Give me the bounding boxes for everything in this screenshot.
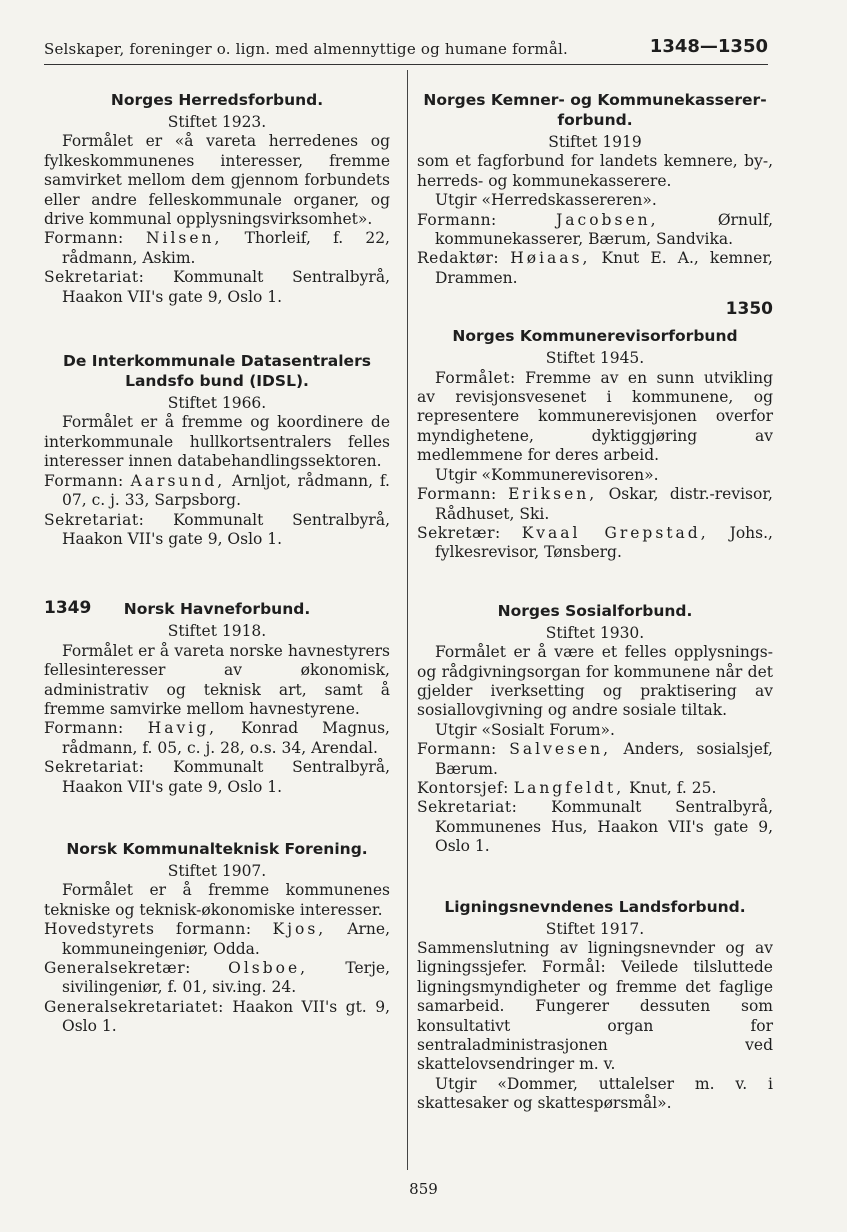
entry-havneforbund bbox=[44, 599, 390, 797]
entry-chair bbox=[417, 740, 773, 779]
entry-founded: Stiftet 1966. bbox=[167, 394, 267, 413]
secretariat-address: Kommunalt Sentralbyrå, Haakon VII's gate 9, Oslo 1. bbox=[62, 758, 390, 796]
chair-details: Arnljot, rådmann, f. 07, c. j. 33, Sarpsborg. bbox=[62, 471, 390, 510]
chair-details: Oskar, distr.-revisor, Rådhuset, Ski. bbox=[435, 485, 773, 523]
entry-chair bbox=[417, 485, 773, 524]
purpose-text: Fremme av en sunn utvikling av revisjonsvesenet i kommunene, og representere kommunerevisjonen overfor myndighetene, dyktiggjøring av medlemmene for deres arbeid. bbox=[417, 368, 773, 465]
secretariat-address: Haakon VII's gt. 9, Oslo 1. bbox=[62, 997, 390, 1036]
right-column bbox=[417, 82, 773, 1114]
chair-name: Kjos, bbox=[272, 920, 327, 939]
entry-kemnerforbund bbox=[417, 90, 773, 288]
entry-purpose: Formålet er å fremme og koordinere de interkommunale hullkortsentralers felles interesser innen databehandlingssektoren. bbox=[44, 413, 390, 471]
gensec-details: Terje, sivilingeniør, f. 01, siv.ing. 24. bbox=[62, 959, 390, 997]
entry-publishes: Utgir «Kommunerevisoren». bbox=[435, 465, 659, 484]
entry-publishes: Utgir «Sosialt Forum». bbox=[435, 720, 615, 739]
secretariat-address: Kommunalt Sentralbyrå, Haakon VII's gate 9, Oslo 1. bbox=[62, 510, 390, 548]
entry-publishes: Utgir «Herredskassereren». bbox=[435, 191, 657, 210]
entry-chair bbox=[44, 719, 390, 758]
chair-label: Formann: bbox=[417, 210, 497, 229]
purpose-label: Formålet: bbox=[435, 368, 516, 387]
entry-publishes: Utgir «Dommer, uttalelser m. v. i skattesaker og skattespørsmål». bbox=[417, 1074, 773, 1113]
entry-purpose bbox=[417, 939, 773, 1075]
entry-chair bbox=[44, 472, 390, 511]
entry-chair bbox=[417, 211, 773, 250]
page-header bbox=[44, 36, 768, 62]
editor-details: Knut E. A., kemner, Drammen. bbox=[435, 249, 773, 287]
chair-details: Konrad Magnus, rådmann, f. 05, c. j. 28, o.s. 34, Arendal. bbox=[62, 719, 390, 757]
entry-title: Ligningsnevndenes Landsforbund. bbox=[444, 897, 746, 916]
chair-details: Anders, sosialsjef, Bærum. bbox=[435, 740, 773, 778]
entry-general-secretary bbox=[44, 959, 390, 998]
entry-purpose: Formålet er å fremme kommunenes tekniske og teknisk-økonomiske interesser. bbox=[44, 881, 390, 919]
entry-purpose bbox=[417, 369, 773, 466]
entry-secretariat bbox=[44, 998, 390, 1037]
gensec-name: Olsboe, bbox=[228, 959, 309, 977]
entry-purpose: Formålet er å være et felles opplysnings- og rådgivningsorgan for kommunene når det gjelder iverksetting og praktisering av sosiallovgivning og andre sosiale tiltak. bbox=[417, 643, 773, 720]
header-rule bbox=[44, 64, 768, 65]
secretariat-label: Generalsekretariatet: bbox=[44, 997, 224, 1016]
entry-title: Norges Herredsforbund. bbox=[110, 91, 324, 109]
chair-details: Thorleif, f. 22, rådmann, Askim. bbox=[62, 229, 390, 267]
secretary-label: Sekretær: bbox=[417, 523, 501, 542]
entry-secretariat bbox=[44, 758, 390, 797]
secretariat-label: Sekretariat: bbox=[44, 268, 145, 287]
secretariat-label: Sekretariat: bbox=[44, 510, 145, 529]
entry-kommunerevisorforbund bbox=[417, 300, 773, 562]
entry-purpose: Formålet er å vareta norske havnestyrers fellesinteresser av økonomisk, administrativ og teknisk art, samt å fremme samvirke mellom havnestyrene. bbox=[44, 641, 390, 718]
entry-number: 1349 bbox=[44, 598, 92, 619]
secretariat-address: Kommunalt Sentralbyrå, Kommunenes Hus, Haakon VII's gate 9, Oslo 1. bbox=[435, 798, 773, 856]
entry-sosialforbund bbox=[417, 601, 773, 857]
entry-herredsforbund bbox=[44, 90, 390, 307]
entry-kommunalteknisk bbox=[44, 839, 390, 1037]
entry-secretariat bbox=[44, 511, 390, 550]
entry-secretary bbox=[417, 524, 773, 563]
purpose-details: Veilede tilsluttede ligningsmyndigheter og fremme det faglige samarbeid. Fungerer dessuten som konsultativt organ for sentraladministrasjonen ved skattelovsendringer m. v. bbox=[417, 958, 773, 1074]
entry-founded: Stiftet 1930. bbox=[545, 623, 645, 642]
entry-title: Norsk Kommunalteknisk Forening. bbox=[66, 839, 368, 858]
chair-label: Hovedstyrets formann: bbox=[44, 920, 252, 939]
entry-chair bbox=[44, 920, 390, 959]
running-title: Selskaper, foreninger o. lign. med almennyttige og humane formål. bbox=[44, 40, 568, 58]
chair-name: Nilsen, bbox=[145, 229, 223, 248]
entry-title: De Interkommunale Datasentralers Landsfo bund (IDSL). bbox=[63, 352, 371, 391]
chair-name: Jacobsen, bbox=[556, 210, 659, 229]
entry-title: Norges Kommunerevisorforbund bbox=[452, 327, 738, 346]
entry-founded: Stiftet 1945. bbox=[545, 349, 645, 368]
chair-name: Aarsund, bbox=[130, 471, 226, 490]
office-label: Kontorsjef: bbox=[417, 778, 509, 797]
secretariat-label: Sekretariat: bbox=[417, 798, 518, 817]
entry-idsl bbox=[44, 351, 390, 549]
chair-label: Formann: bbox=[44, 471, 124, 490]
entry-chair bbox=[44, 229, 390, 268]
chair-label: Formann: bbox=[417, 485, 497, 504]
entry-founded: Stiftet 1919 bbox=[548, 133, 642, 151]
entry-title: Norges Kemner- og Kommunekasserer-forbund. bbox=[423, 91, 767, 129]
entry-office-head bbox=[417, 779, 773, 798]
secretary-name: Kvaal Grepstad, bbox=[521, 523, 709, 542]
chair-details: Ørnulf, kommunekasserer, Bærum, Sandvika. bbox=[435, 210, 773, 249]
entry-purpose: som et fagforbund for landets kemnere, by-, herreds- og kommunekasserere. bbox=[417, 152, 773, 190]
editor-label: Redaktør: bbox=[417, 249, 500, 268]
entry-title: Norges Sosialforbund. bbox=[497, 601, 693, 620]
chair-name: Havig, bbox=[147, 719, 218, 738]
column-divider bbox=[407, 70, 408, 1170]
entry-founded: Stiftet 1907. bbox=[167, 861, 267, 880]
chair-label: Formann: bbox=[417, 740, 497, 759]
entry-number-range: 1348—1350 bbox=[649, 36, 768, 57]
left-column bbox=[44, 82, 390, 1037]
secretariat-address: Kommunalt Sentralbyrå, Haakon VII's gate 9, Oslo 1. bbox=[62, 268, 390, 306]
chair-details: Arne, kommuneingeniør, Odda. bbox=[62, 920, 390, 958]
entry-editor bbox=[417, 249, 773, 288]
page-number: 859 bbox=[409, 1180, 438, 1198]
gensec-label: Generalsekretær: bbox=[44, 959, 191, 977]
office-details: Knut, f. 25. bbox=[629, 778, 717, 797]
chair-name: Eriksen, bbox=[508, 485, 598, 504]
entry-founded: Stiftet 1923. bbox=[167, 113, 267, 131]
entry-secretariat bbox=[44, 268, 390, 307]
secretariat-label: Sekretariat: bbox=[44, 758, 145, 777]
secretary-details: Johs., fylkesrevisor, Tønsberg. bbox=[435, 523, 773, 562]
purpose-text: Sammenslutning av ligningsnevnder og av ligningssjefer. bbox=[417, 939, 773, 977]
chair-label: Formann: bbox=[44, 719, 124, 738]
purpose-label: Formål: bbox=[542, 958, 607, 977]
entry-founded: Stiftet 1918. bbox=[167, 622, 267, 641]
entry-purpose: Formålet er «å vareta herredenes og fylkeskommunenes interesser, fremme samvirket mellom dem gjennom forbundets eller andre felleskommunale organer, og drive kommunal opplysningsvirksomhet». bbox=[44, 132, 390, 229]
entry-title: Norsk Havneforbund. bbox=[123, 600, 311, 619]
editor-name: Høiaas, bbox=[510, 249, 591, 268]
office-name: Langfeldt, bbox=[513, 778, 625, 797]
entry-founded: Stiftet 1917. bbox=[545, 919, 645, 938]
chair-label: Formann: bbox=[44, 229, 124, 248]
entry-number: 1350 bbox=[725, 299, 773, 320]
chair-name: Salvesen, bbox=[509, 740, 612, 759]
entry-ligningsnevndenes bbox=[417, 897, 773, 1114]
entry-secretariat bbox=[417, 798, 773, 856]
